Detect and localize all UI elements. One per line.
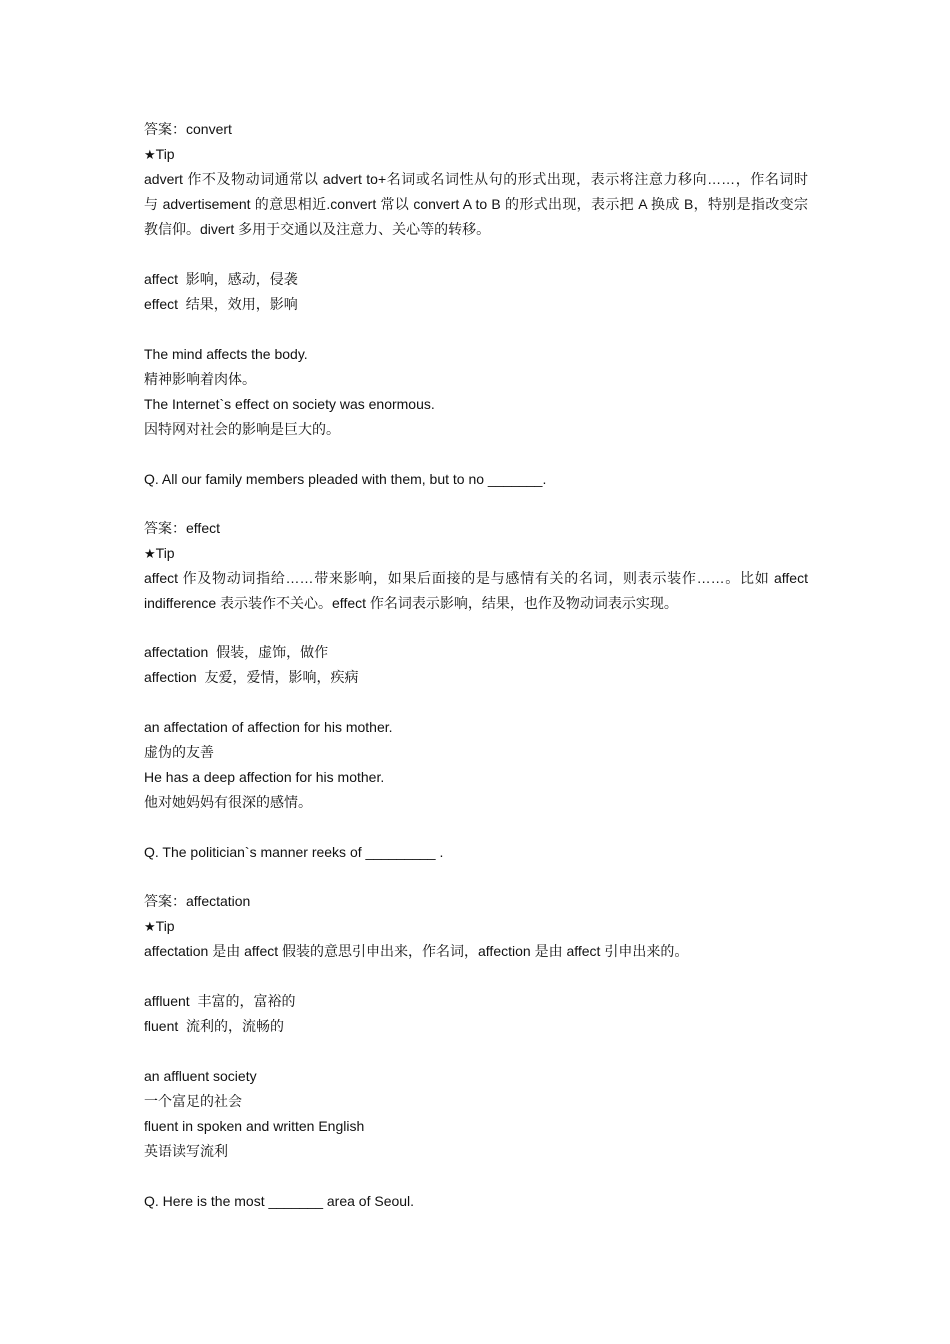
word-entry xyxy=(144,642,808,662)
star-icon: ★ xyxy=(144,148,156,163)
word-meaning: 结果，效用，影响 xyxy=(185,296,298,312)
word-meaning: 假装，虚饰，做作 xyxy=(216,644,329,660)
word-entry xyxy=(144,1016,808,1036)
word-meaning: 影响，感动，侵袭 xyxy=(185,271,298,287)
tip-heading xyxy=(144,916,808,938)
tip-label: Tip xyxy=(155,918,175,934)
star-icon: ★ xyxy=(144,920,156,935)
example-english: an affectation of affection for his mother. xyxy=(144,719,393,735)
example-english: an affluent society xyxy=(144,1068,257,1084)
tip-text-line: affectation 是由 affect 假装的意思引申出来，作名词，affection 是由 affect 引申出来的。 xyxy=(144,943,689,959)
word-entry xyxy=(144,667,808,687)
example-english: The mind affects the body. xyxy=(144,346,308,362)
example-chinese: 一个富足的社会 xyxy=(144,1093,242,1109)
word-entry xyxy=(144,294,808,314)
word-meaning: 友爱，爱情，影响，疾病 xyxy=(204,669,359,685)
answer-value: convert xyxy=(186,121,232,137)
answer-label: 答案： xyxy=(144,893,186,909)
answer-value: effect xyxy=(186,520,220,536)
word-term: fluent xyxy=(144,1018,179,1034)
word-meaning: 丰富的，富裕的 xyxy=(197,993,296,1009)
example-english: He has a deep affection for his mother. xyxy=(144,769,385,785)
example-chinese: 英语读写流利 xyxy=(144,1143,228,1159)
tip-label: Tip xyxy=(155,545,175,561)
word-term: effect xyxy=(144,296,178,312)
question-line: Q. Here is the most _______ area of Seoul. xyxy=(144,1193,415,1209)
example-chinese: 因特网对社会的影响是巨大的。 xyxy=(144,421,340,437)
word-meaning: 流利的，流畅的 xyxy=(186,1018,285,1034)
answer-value: affectation xyxy=(186,893,251,909)
answer-label: 答案： xyxy=(144,520,186,536)
example-chinese: 精神影响着肉体。 xyxy=(144,371,256,387)
word-term: affectation xyxy=(144,644,209,660)
answer-label: 答案： xyxy=(144,121,186,137)
answer-line xyxy=(144,518,808,538)
word-entry xyxy=(144,269,808,289)
answer-line xyxy=(144,891,808,911)
tip-text-line: advert 作不及物动词通常以 advert to+名词或名词性从句的形式出现，表示将注意力移向……，作名词时 xyxy=(144,171,808,187)
word-term: affection xyxy=(144,669,197,685)
tip-heading xyxy=(144,543,808,565)
word-term: affect xyxy=(144,271,178,287)
example-chinese: 他对她妈妈有很深的感情。 xyxy=(144,794,312,810)
star-icon: ★ xyxy=(144,547,156,562)
word-entry xyxy=(144,991,808,1011)
example-chinese: 虚伪的友善 xyxy=(144,744,214,760)
example-english: The Internet`s effect on society was enormous. xyxy=(144,396,435,412)
question-line: Q. All our family members pleaded with them, but to no _______. xyxy=(144,471,547,487)
tip-text-line: 教信仰。divert 多用于交通以及注意力、关心等的转移。 xyxy=(144,221,491,237)
tip-text-line: affect 作及物动词指给……带来影响，如果后面接的是与感情有关的名词，则表示装作……。比如 affect xyxy=(144,570,808,586)
example-english: fluent in spoken and written English xyxy=(144,1118,365,1134)
tip-heading xyxy=(144,144,808,166)
question-line: Q. The politician`s manner reeks of _________ . xyxy=(144,844,444,860)
tip-text-line: indifference 表示装作不关心。effect 作名词表示影响，结果，也作及物动词表示实现。 xyxy=(144,595,678,611)
tip-text-line: 与 advertisement 的意思相近.convert 常以 convert A to B 的形式出现，表示把 A 换成 B，特别是指改变宗 xyxy=(144,196,808,212)
answer-line xyxy=(144,119,808,139)
word-term: affluent xyxy=(144,993,190,1009)
tip-label: Tip xyxy=(155,146,175,162)
